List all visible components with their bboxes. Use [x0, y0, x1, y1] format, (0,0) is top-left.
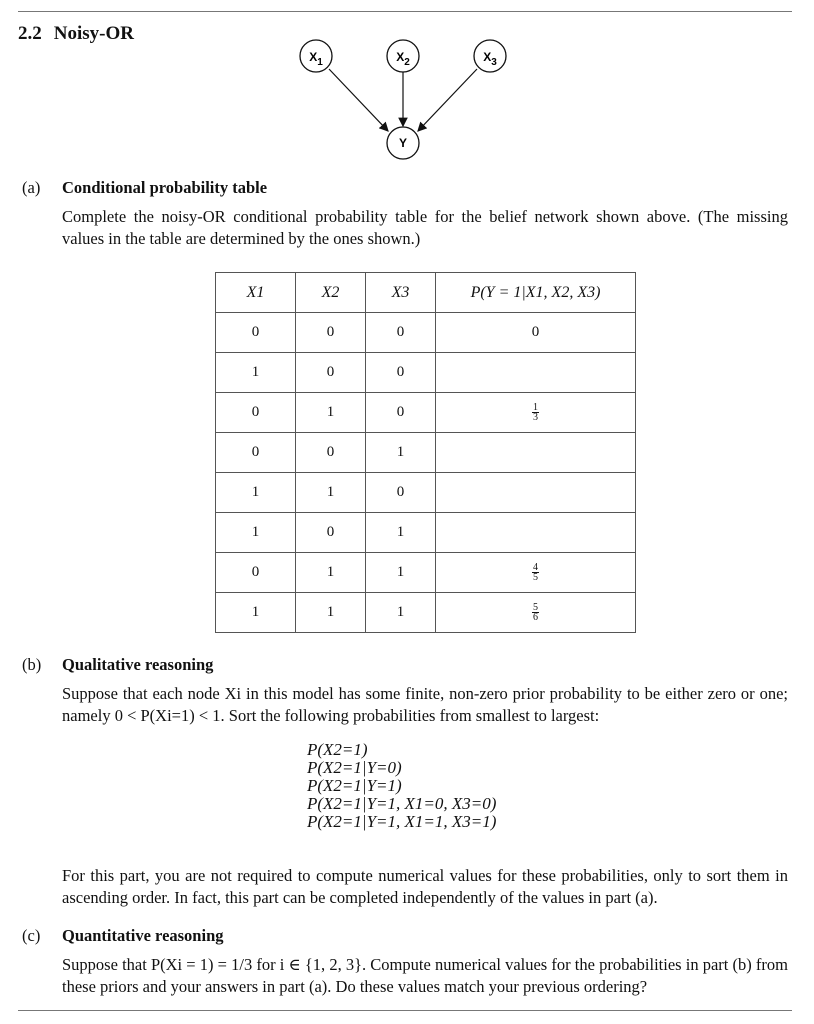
value-cell: 0 [296, 353, 366, 393]
top-rule [18, 11, 792, 12]
value-cell: 1 [216, 513, 296, 553]
part-c-heading [22, 925, 224, 947]
value-cell: 0 [216, 553, 296, 593]
bottom-rule [18, 1010, 792, 1011]
conditional-probability-table [215, 272, 636, 633]
node-x3 [474, 40, 506, 72]
part-a-heading [22, 177, 267, 199]
probability-cell [436, 593, 636, 633]
value-cell: 0 [216, 393, 296, 433]
value-cell: 0 [296, 433, 366, 473]
value-cell: 0 [216, 433, 296, 473]
table-row [216, 473, 636, 513]
part-a-label: (a) [22, 178, 41, 197]
value-cell: 1 [296, 473, 366, 513]
table-row [216, 433, 636, 473]
part-b-text-intro: Suppose that each node Xi in this model has some finite, non-zero prior probability to be either zero or one; namely 0 < P(Xi=1) < 1. Sort the following probabilities from smallest to largest: [62, 684, 788, 725]
list-item: P(X2=1|Y=1, X1=0, X3=0) [307, 794, 497, 813]
value-cell: 1 [296, 393, 366, 433]
probability-cell [436, 353, 636, 393]
header-probability: P(Y = 1|X1, X2, X3) [436, 273, 636, 313]
part-c-text: Suppose that P(Xi = 1) = 1/3 for i ∈ {1, 2, 3}. Compute numerical values for the probabilities in part (b) from these priors and your answers in part (a). Do these values match your previous ordering? [62, 955, 788, 996]
value-cell: 1 [366, 513, 436, 553]
probability-cell [436, 433, 636, 473]
header-x1: X1 [216, 273, 296, 313]
table-row [216, 353, 636, 393]
probability-cell [436, 553, 636, 593]
header-x2: X2 [296, 273, 366, 313]
svg-text:X2: $X_2$ [396, 50, 410, 68]
probability-cell [436, 393, 636, 433]
list-item: P(X2=1|Y=1, X1=1, X3=1) [307, 812, 497, 831]
value-cell: 0 [366, 353, 436, 393]
value-cell: 1 [296, 553, 366, 593]
value-cell: 0 [296, 513, 366, 553]
value-cell: 0 [216, 313, 296, 353]
part-b-title: Qualitative reasoning [62, 655, 214, 674]
table-row [216, 553, 636, 593]
value-cell: 0 [296, 313, 366, 353]
probability-cell [436, 473, 636, 513]
value-cell: 1 [216, 473, 296, 513]
value-cell: 1 [296, 593, 366, 633]
svg-text:X1: $X_1$ [309, 50, 323, 68]
list-item: P(X2=1|Y=0) [307, 758, 402, 777]
part-a-title: Conditional probability table [62, 178, 268, 197]
part-c-title: Quantitative reasoning [62, 926, 224, 945]
part-a-text: Complete the noisy-OR conditional probability table for the belief network shown above. (The missing values in the table are determined by the ones shown.) [62, 207, 788, 248]
section-heading: Noisy-OR [53, 23, 134, 44]
part-c-label: (c) [22, 926, 41, 945]
section-number: 2.2 [18, 23, 42, 44]
value-cell: 0 [366, 313, 436, 353]
value-cell: 1 [216, 593, 296, 633]
value-cell: 1 [366, 553, 436, 593]
probability-cell [436, 513, 636, 553]
section-title [18, 23, 134, 45]
part-b-heading [22, 654, 213, 676]
list-item: P(X2=1) [307, 740, 368, 759]
part-b-text-note: For this part, you are not required to compute numerical values for these probabilities, only to sort them in ascending order. In fact, this part can be completed independently of the values in part (a). [62, 866, 788, 907]
svg-text:Y: Y [398, 136, 408, 150]
fraction: $\frac{4}{5}$ [533, 562, 538, 583]
node-y [387, 127, 419, 159]
fraction: $\frac{1}{3}$ [533, 402, 538, 423]
table-row [216, 513, 636, 553]
value-cell: 1 [366, 593, 436, 633]
value-cell: 1 [216, 353, 296, 393]
node-x1 [300, 40, 332, 72]
header-x3: X3 [366, 273, 436, 313]
table-row [216, 393, 636, 433]
fraction: $\frac{5}{6}$ [533, 602, 538, 623]
svg-text:X3: $X_3$ [483, 50, 497, 68]
value-cell: 0 [366, 473, 436, 513]
edge-x3-y [418, 69, 477, 131]
probability-list [307, 741, 496, 831]
value-cell: 1 [366, 433, 436, 473]
list-item: P(X2=1|Y=1) [307, 776, 402, 795]
table-row [216, 313, 636, 353]
belief-network-diagram [290, 36, 520, 162]
probability-cell: 0 [436, 313, 636, 353]
part-b-label: (b) [22, 655, 42, 674]
table-header-row [216, 273, 636, 313]
node-x2 [387, 40, 419, 72]
table-row [216, 593, 636, 633]
value-cell: 0 [366, 393, 436, 433]
edge-x1-y [329, 69, 388, 131]
